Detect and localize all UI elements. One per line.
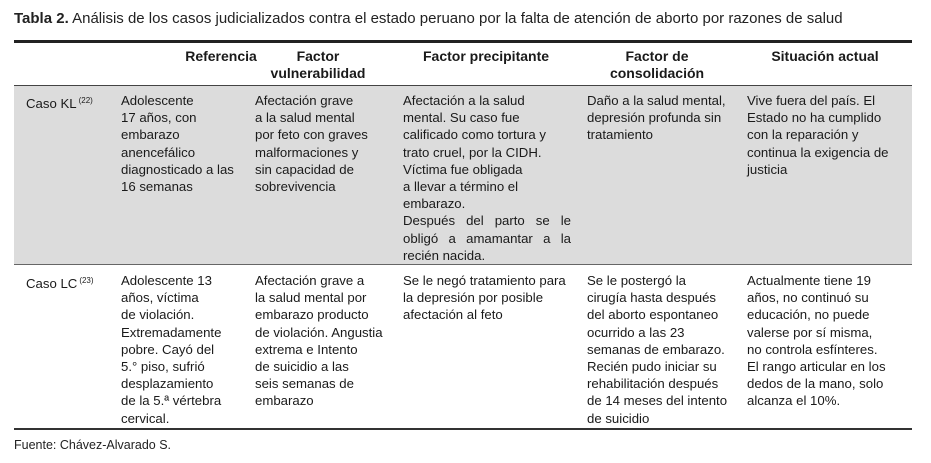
row-kl-consolidacion <box>587 92 726 144</box>
case-reference: (22) <box>78 96 93 105</box>
row-kl-referencia <box>121 92 234 195</box>
cell-line: de la 5.ª vértebra <box>121 393 222 409</box>
row-lc-case <box>26 272 94 292</box>
case-name: Caso LC <box>26 276 78 291</box>
cell-line: Estado no ha cumplido <box>747 110 882 126</box>
row-lc-precipitante <box>403 272 566 324</box>
cell-line: tratamiento <box>587 127 653 143</box>
cell-line: la depresión por posible <box>403 290 544 306</box>
cell-line: Daño a la salud mental, <box>587 93 726 108</box>
row-kl-precipitante <box>403 92 571 264</box>
cell-line: pobre. Cayó del <box>121 341 215 357</box>
header-referencia-text: Referencia <box>185 48 257 64</box>
cell-line: alcanza el 10%. <box>747 393 841 409</box>
cell-line: afectación al feto <box>403 307 503 323</box>
cell-line: continua la exigencia de <box>747 144 889 160</box>
cell-line: del aborto espontaneo <box>587 307 719 323</box>
cell-line: cervical. <box>121 410 170 426</box>
row-kl-situacion <box>747 92 889 178</box>
cell-line: embarazo <box>121 127 180 143</box>
row-lc-situacion <box>747 272 886 410</box>
cell-line: sobrevivencia <box>255 179 336 195</box>
case-name: Caso KL <box>26 96 77 111</box>
header-situacion-text: Situación actual <box>771 48 879 64</box>
cell-line-justified: Después del parto se le <box>403 213 571 229</box>
cell-line-justified: obligó a amamantar a la <box>403 230 571 246</box>
cell-line: 5.° piso, sufrió <box>121 359 205 375</box>
header-consolidacion-line: consolidación <box>609 65 705 81</box>
cell-line: la salud mental por <box>255 290 367 306</box>
cell-line: anencefálico <box>121 144 196 160</box>
cell-line: calificado como tortura y <box>403 127 546 143</box>
cell-line: Afectación grave a <box>255 273 365 288</box>
cell-line: Adolescente <box>121 93 194 108</box>
cell-line: no controla esfínteres. <box>747 341 878 357</box>
row-kl-vulnerabilidad <box>255 92 368 195</box>
table-source: Fuente: Chávez-Alvarado S. <box>14 438 172 452</box>
cell-line: ocurrido a las 23 <box>587 324 685 340</box>
cell-line: Se le negó tratamiento para <box>403 273 566 288</box>
cell-line: a la salud mental <box>255 110 355 126</box>
row-lc-consolidacion <box>587 272 727 427</box>
cell-line: educación, no puede <box>747 307 870 323</box>
cell-line: depresión profunda sin <box>587 110 722 126</box>
row-divider <box>14 264 912 265</box>
cell-line: de suicidio <box>587 410 650 426</box>
cell-line: a llevar a término el <box>403 179 519 195</box>
cell-line: semanas de embarazo. <box>587 341 725 357</box>
table-caption-text: Análisis de los casos judicializados contra el estado peruano por la falta de atención de aborto por razones de salud <box>72 10 843 27</box>
cell-line: Extremadamente <box>121 324 222 340</box>
cell-line: 17 años, con <box>121 110 197 126</box>
cell-line: embarazo. <box>403 196 466 212</box>
cell-line: extrema e Intento <box>255 341 358 357</box>
cell-line: por feto con graves <box>255 127 368 143</box>
cell-line: Se le postergó la <box>587 273 686 288</box>
case-reference: (23) <box>79 276 94 285</box>
table-caption <box>14 10 919 28</box>
header-consolidacion <box>582 48 732 82</box>
cell-line: años, víctima <box>121 290 199 306</box>
header-vulnerabilidad <box>248 48 388 82</box>
cell-line: años, no continuó su <box>747 290 869 306</box>
cell-line: diagnosticado a las <box>121 161 234 177</box>
cell-line: de suicidio a las <box>255 359 349 375</box>
header-precipitante-text: Factor precipitante <box>422 48 550 64</box>
cell-line: recién nacida. <box>403 247 486 263</box>
cell-line: trato cruel, por la CIDH. <box>403 144 542 160</box>
cell-line: seis semanas de <box>255 376 354 392</box>
cell-line: justicia <box>747 161 788 177</box>
header-consolidacion-line: Factor de <box>625 48 689 64</box>
cell-line: dedos de la mano, solo <box>747 376 884 392</box>
cell-line: rehabilitación después <box>587 376 719 392</box>
cell-line: Recién pudo iniciar su <box>587 359 717 375</box>
cell-line: valerse por sí misma, <box>747 324 873 340</box>
cell-line: mental. Su caso fue <box>403 110 520 126</box>
table-caption-label: Tabla 2. <box>14 10 69 27</box>
cell-line: 16 semanas <box>121 179 193 195</box>
cell-line: El rango articular en los <box>747 359 886 375</box>
table-top-rule <box>14 40 912 43</box>
cell-line: Actualmente tiene 19 <box>747 273 871 288</box>
row-lc-vulnerabilidad <box>255 272 383 410</box>
cell-line: embarazo <box>255 393 314 409</box>
cell-line: sin capacidad de <box>255 161 354 177</box>
cell-line: de 14 meses del intento <box>587 393 728 409</box>
cell-line: de violación. <box>121 307 195 323</box>
cell-line: de violación. Angustia <box>255 324 383 340</box>
cell-line: embarazo producto <box>255 307 369 323</box>
table-bottom-rule <box>14 428 912 430</box>
cell-line: desplazamiento <box>121 376 214 392</box>
cell-line: Víctima fue obligada <box>403 161 523 177</box>
cell-line: malformaciones y <box>255 144 359 160</box>
header-situacion <box>742 48 908 65</box>
cell-line: Adolescente 13 <box>121 273 212 288</box>
cell-line: Afectación grave <box>255 93 354 108</box>
header-vulnerabilidad-line: vulnerabilidad <box>270 65 366 81</box>
row-lc-referencia <box>121 272 221 427</box>
row-kl-case <box>26 92 93 112</box>
header-vulnerabilidad-line: Factor <box>296 48 340 64</box>
cell-line: con la reparación y <box>747 127 859 143</box>
cell-line: Vive fuera del país. El <box>747 93 876 108</box>
cell-line: Afectación a la salud <box>403 93 525 108</box>
header-precipitante <box>396 48 576 65</box>
cell-line: cirugía hasta después <box>587 290 717 306</box>
